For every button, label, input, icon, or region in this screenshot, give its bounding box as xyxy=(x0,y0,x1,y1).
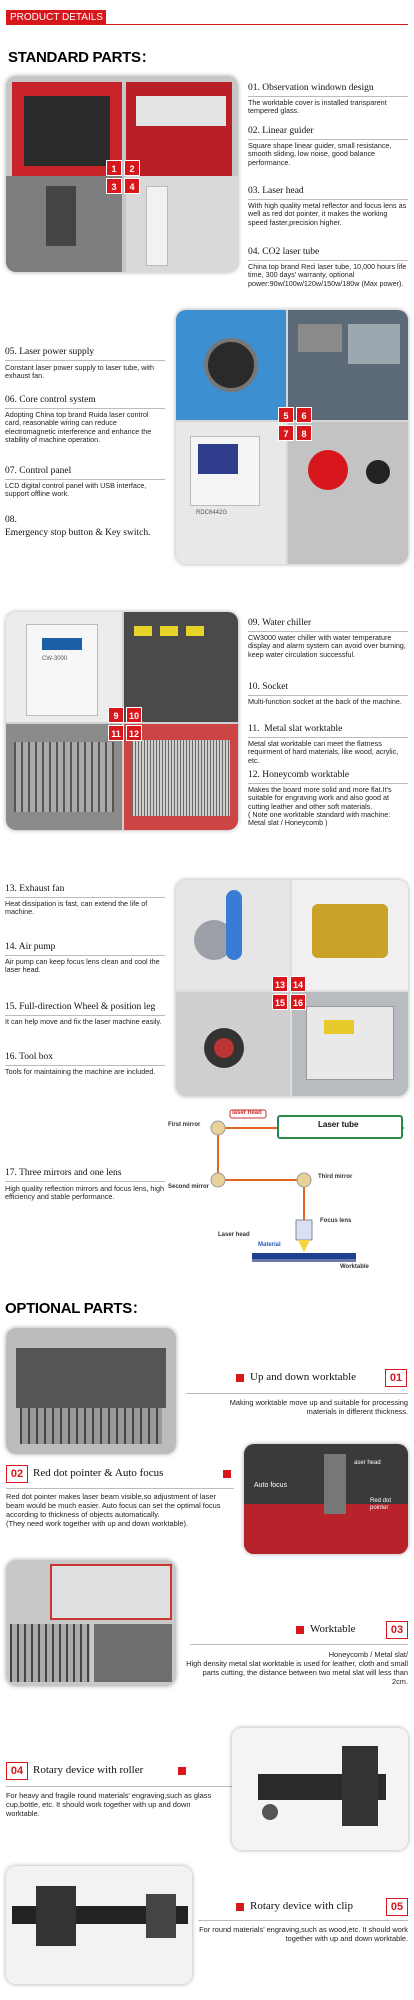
item-01-title: 01. Observation windown design xyxy=(248,83,374,93)
item-15-title: 15. Full-direction Wheel & position leg xyxy=(5,1002,156,1012)
chiller-label: CW-3000 xyxy=(42,656,68,662)
item-10-title: 10. Socket xyxy=(248,682,289,692)
opt-04-title: Rotary device with roller xyxy=(33,1764,144,1776)
item-11-divider xyxy=(248,737,408,738)
opt-03-title: Worktable xyxy=(310,1623,356,1635)
badge-7: 7 xyxy=(278,425,294,441)
opt-03-text: Honeycomb / Metal slat/ High density metal slat worktable is used for leather, cloth and small parts cutting, the distance between two metal slat will less than 2cm. xyxy=(186,1650,408,1686)
item-06-divider xyxy=(5,408,165,409)
item-02-title: 02. Linear guider xyxy=(248,126,314,136)
red-dot-label: Red dot pointer xyxy=(370,1498,392,1511)
item-16-title: 16. Tool box xyxy=(5,1052,53,1062)
optical-path-diagram xyxy=(168,1108,414,1284)
opt-01-marker xyxy=(236,1374,244,1382)
item-05-title: 05. Laser power supply xyxy=(5,347,95,357)
diagram-laser-head-top: laser head xyxy=(232,1110,262,1116)
rotary-roller-photo xyxy=(232,1728,408,1850)
item-02-text: Square shape linear guider, small resistance, smooth sliding, low noise, good balance performance. xyxy=(248,141,392,167)
badge-2: 2 xyxy=(124,160,140,176)
worktable-options-photo xyxy=(6,1560,176,1686)
item-14-text: Air pump can keep focus lens clean and cool the laser head. xyxy=(5,957,160,975)
item-13-title: 13. Exhaust fan xyxy=(5,884,65,894)
item-11-title: 11. Metal slat worktable xyxy=(248,724,343,734)
item-07-divider xyxy=(5,479,165,480)
badge-5: 5 xyxy=(278,407,294,423)
opt-03-divider xyxy=(190,1644,408,1645)
opt-03-num: 03 xyxy=(386,1621,408,1639)
opt-01-text: Making worktable move up and suitable for processing materials in different thickness. xyxy=(229,1398,408,1416)
badge-1: 1 xyxy=(106,160,122,176)
item-03-divider xyxy=(248,199,408,200)
badge-15: 15 xyxy=(272,994,288,1010)
optional-parts-title: OPTIONAL PARTS： xyxy=(5,1300,147,1317)
product-details-tag: PRODUCT DETAILS xyxy=(6,10,106,25)
diagram-laser-head: Laser head xyxy=(218,1232,250,1238)
opt-05-divider xyxy=(198,1920,408,1921)
item-13-text: Heat dissipation is fast, can extend the life of machine. xyxy=(5,899,148,917)
item-09-divider xyxy=(248,631,408,632)
opt-04-divider xyxy=(6,1786,234,1787)
opt-05-text: For round materials' engraving,such as wood,etc. It should work together with up and down worktable. xyxy=(199,1925,408,1943)
item-10-text: Multi-function socket at the back of the machine. xyxy=(248,697,402,706)
item-09-title: 09. Water chiller xyxy=(248,618,312,628)
optical-path-svg xyxy=(168,1108,414,1284)
badge-14: 14 xyxy=(290,976,306,992)
item-16-divider xyxy=(5,1065,165,1066)
red-dot-autofocus-photo xyxy=(244,1444,408,1554)
item-07-text: LCD digital control panel with USB interface, support offline work. xyxy=(5,481,147,499)
item-06-title: 06. Core control system xyxy=(5,395,96,405)
opt-04-text: For heavy and fragile round materials' engraving,such as glass cup,bottle, etc. It should work together with up and down worktable. xyxy=(6,1791,212,1818)
opt-02-title: Red dot pointer & Auto focus xyxy=(33,1467,164,1479)
opt-02-text: Red dot pointer makes laser beam visible,so adjustment of laser beam would be much easier. Auto focus can set the optimal focus according to thickness of objects automatically. (They need work together with up and down worktable). xyxy=(6,1492,221,1528)
item-09-text: CW3000 water chiller with water temperature display and alarm system can avoid over burning, keep water circulation successful. xyxy=(248,633,406,659)
item-03-title: 03. Laser head xyxy=(248,186,304,196)
header-divider xyxy=(106,24,408,25)
diagram-focus-lens: Focus lens xyxy=(320,1218,352,1224)
diagram-worktable: Worktable xyxy=(340,1264,369,1270)
item-17-divider xyxy=(5,1181,165,1182)
item-12-title: 12. Honeycomb worktable xyxy=(248,770,350,780)
fan-pump-wheel-photo xyxy=(176,880,408,1096)
badge-8: 8 xyxy=(296,425,312,441)
opt-01-title: Up and down worktable xyxy=(250,1371,357,1383)
opt-02-marker xyxy=(223,1470,231,1478)
opt-05-title: Rotary device with clip xyxy=(250,1900,353,1912)
badge-6: 6 xyxy=(296,407,312,423)
auto-focus-label: Auto focus xyxy=(254,1482,288,1489)
badge-12: 12 xyxy=(126,725,142,741)
diagram-second-mirror: Second mirror xyxy=(168,1184,210,1190)
item-13-divider xyxy=(5,897,165,898)
item-11-text: Metal slat worktable can meet the flatness requirment of hard materials, like wood, acrylic, etc. xyxy=(248,739,399,765)
opt-01-divider xyxy=(186,1393,408,1394)
badge-10: 10 xyxy=(126,707,142,723)
item-04-text: China top brand Reci laser tube, 10,000 hours life time, 300 days' warranty, optional power:90w/100w/120w/150w/180w (Max power). xyxy=(248,262,407,288)
item-03-text: With high quality metal reflector and focus lens as well as red dot pointer, it makes the working speed faster,precision higher. xyxy=(248,201,407,227)
opt-05-marker xyxy=(236,1903,244,1911)
standard-parts-title: STANDARD PARTS： xyxy=(8,49,156,66)
item-16-text: Tools for maintaining the machine are included. xyxy=(5,1067,156,1076)
opt-02-divider xyxy=(6,1488,234,1489)
laser-head-label: aser head xyxy=(354,1460,381,1466)
diagram-first-mirror: First mirror xyxy=(168,1122,201,1128)
item-04-divider xyxy=(248,260,408,261)
item-17-text: High quality reflection mirrors and focus lens, high efficiency and stable performance. xyxy=(5,1184,164,1202)
electrical-parts-photo xyxy=(176,310,408,564)
opt-04-num: 04 xyxy=(6,1762,28,1780)
opt-01-num: 01 xyxy=(385,1369,407,1387)
item-17-title: 17. Three mirrors and one lens xyxy=(5,1168,122,1178)
badge-4: 4 xyxy=(124,178,140,194)
item-02-divider xyxy=(248,139,408,140)
up-down-worktable-photo xyxy=(6,1328,176,1454)
item-01-divider xyxy=(248,96,408,97)
badge-13: 13 xyxy=(272,976,288,992)
item-12-text: Makes the board more solid and more flat.It's suitable for engraving work and also good at cutting leather and other soft materials. ( Note one worktable standard with machine: Metal slat / Honeycomb ) xyxy=(248,785,392,828)
item-05-text: Constant laser power supply to laser tube, with exhaust fan. xyxy=(5,363,155,381)
opt-04-marker xyxy=(178,1767,186,1775)
badge-3: 3 xyxy=(106,178,122,194)
laser-machine-photo xyxy=(6,76,238,272)
opt-05-num: 05 xyxy=(386,1898,408,1916)
opt-03-marker xyxy=(296,1626,304,1634)
badge-9: 9 xyxy=(108,707,124,723)
diagram-third-mirror: Third mirror xyxy=(318,1174,353,1180)
item-05-divider xyxy=(5,360,165,361)
item-07-title: 07. Control panel xyxy=(5,466,72,476)
item-08-title: 08. Emergency stop button & Key switch. xyxy=(5,515,151,538)
diagram-material: Material xyxy=(258,1242,281,1248)
item-01-text: The worktable cover is installed transparent tempered glass. xyxy=(248,98,387,116)
opt-02-num: 02 xyxy=(6,1465,28,1483)
item-06-text: Adopting China top brand Ruida laser control card, reasonable wiring can reduce electromagnetic interference and enhance the stability of machine operation. xyxy=(5,410,152,444)
diagram-laser-tube: Laser tube xyxy=(318,1120,359,1129)
item-10-divider xyxy=(248,695,408,696)
item-14-divider xyxy=(5,955,165,956)
control-panel-label: RDC6442G xyxy=(196,510,228,516)
chiller-worktable-photo xyxy=(6,612,238,830)
item-15-divider xyxy=(5,1015,165,1016)
item-15-text: It can help move and fix the laser machine easily. xyxy=(5,1017,162,1026)
item-04-title: 04. CO2 laser tube xyxy=(248,247,320,257)
badge-16: 16 xyxy=(290,994,306,1010)
item-14-title: 14. Air pump xyxy=(5,942,56,952)
badge-11: 11 xyxy=(108,725,124,741)
item-12-divider xyxy=(248,783,408,784)
rotary-clip-photo xyxy=(6,1866,192,1984)
